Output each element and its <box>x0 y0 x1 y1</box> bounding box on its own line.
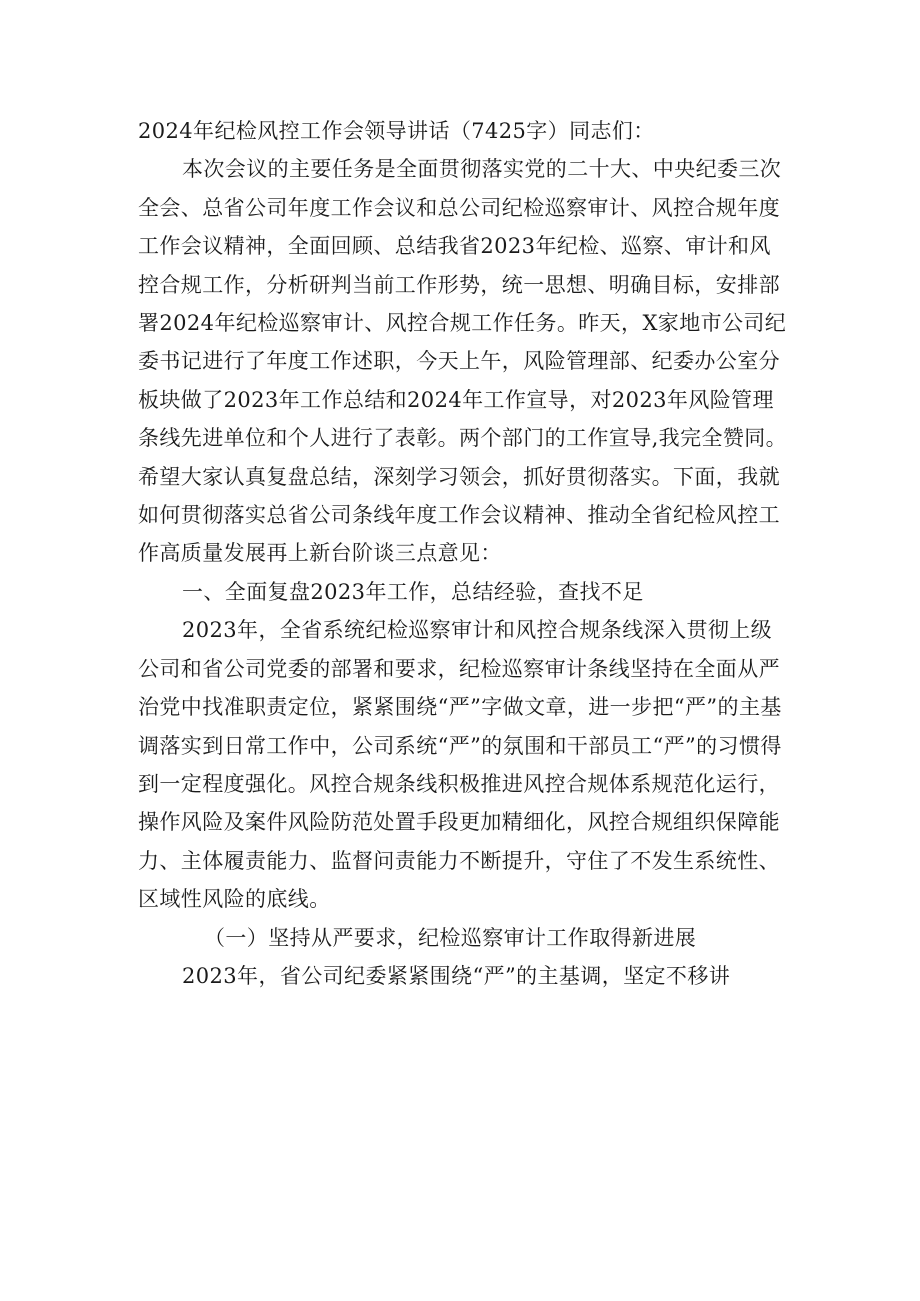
paragraph-intro: 本次会议的主要任务是全面贯彻落实党的二十大、中央纪委三次全会、总省公司年度工作会议和总公司纪检巡察审计、风控合规年度工作会议精神，全面回顾、总结我省2023年纪检、巡察、审计和风控合规工作，分析研判当前工作形势，统一思想、明确目标，安排部署2024年纪检巡察审计、风控合规工作任务。昨天，X家地市公司纪委书记进行了年度工作述职，今天上午，风险管理部、纪委办公室分板块做了2023年工作总结和2024年工作宣导，对2023年风险管理条线先进单位和个人进行了表彰。两个部门的工作宣导,我完全赞同。希望大家认真复盘总结，深刻学习领会，抓好贯彻落实。下面，我就如何贯彻落实总省公司条线年度工作会议精神、推动全省纪检风控工作高质量发展再上新台阶谈三点意见： <box>138 157 788 566</box>
paragraph-discipline: 2023年，省公司纪委紧紧围绕“严”的主基调，坚定不移讲 <box>182 963 731 988</box>
document-body <box>138 112 788 995</box>
section-heading-1: 一、全面复盘2023年工作，总结经验，查找不足 <box>182 579 644 604</box>
document-title-line: 2024年纪检风控工作会领导讲话（7425字）同志们： <box>138 119 655 143</box>
subsection-heading-1: （一）坚持从严要求，纪检巡察审计工作取得新进展 <box>204 925 697 950</box>
paragraph-review-2023: 2023年，全省系统纪检巡察审计和风控合规条线深入贯彻上级公司和省公司党委的部署和要求，纪检巡察审计条线坚持在全面从严治党中找准职责定位，紧紧围绕“严”字做文章，进一步把“严”的主基调落实到日常工作中，公司系统“严”的氛围和干部员工“严”的习惯得到一定程度强化。风控合规条线积极推进风控合规体系规范化运行，操作风险及案件风险防范处置手段更加精细化，风控合规组织保障能力、主体履责能力、监督问责能力不断提升，守住了不发生系统性、区域性风险的底线。 <box>138 618 782 912</box>
